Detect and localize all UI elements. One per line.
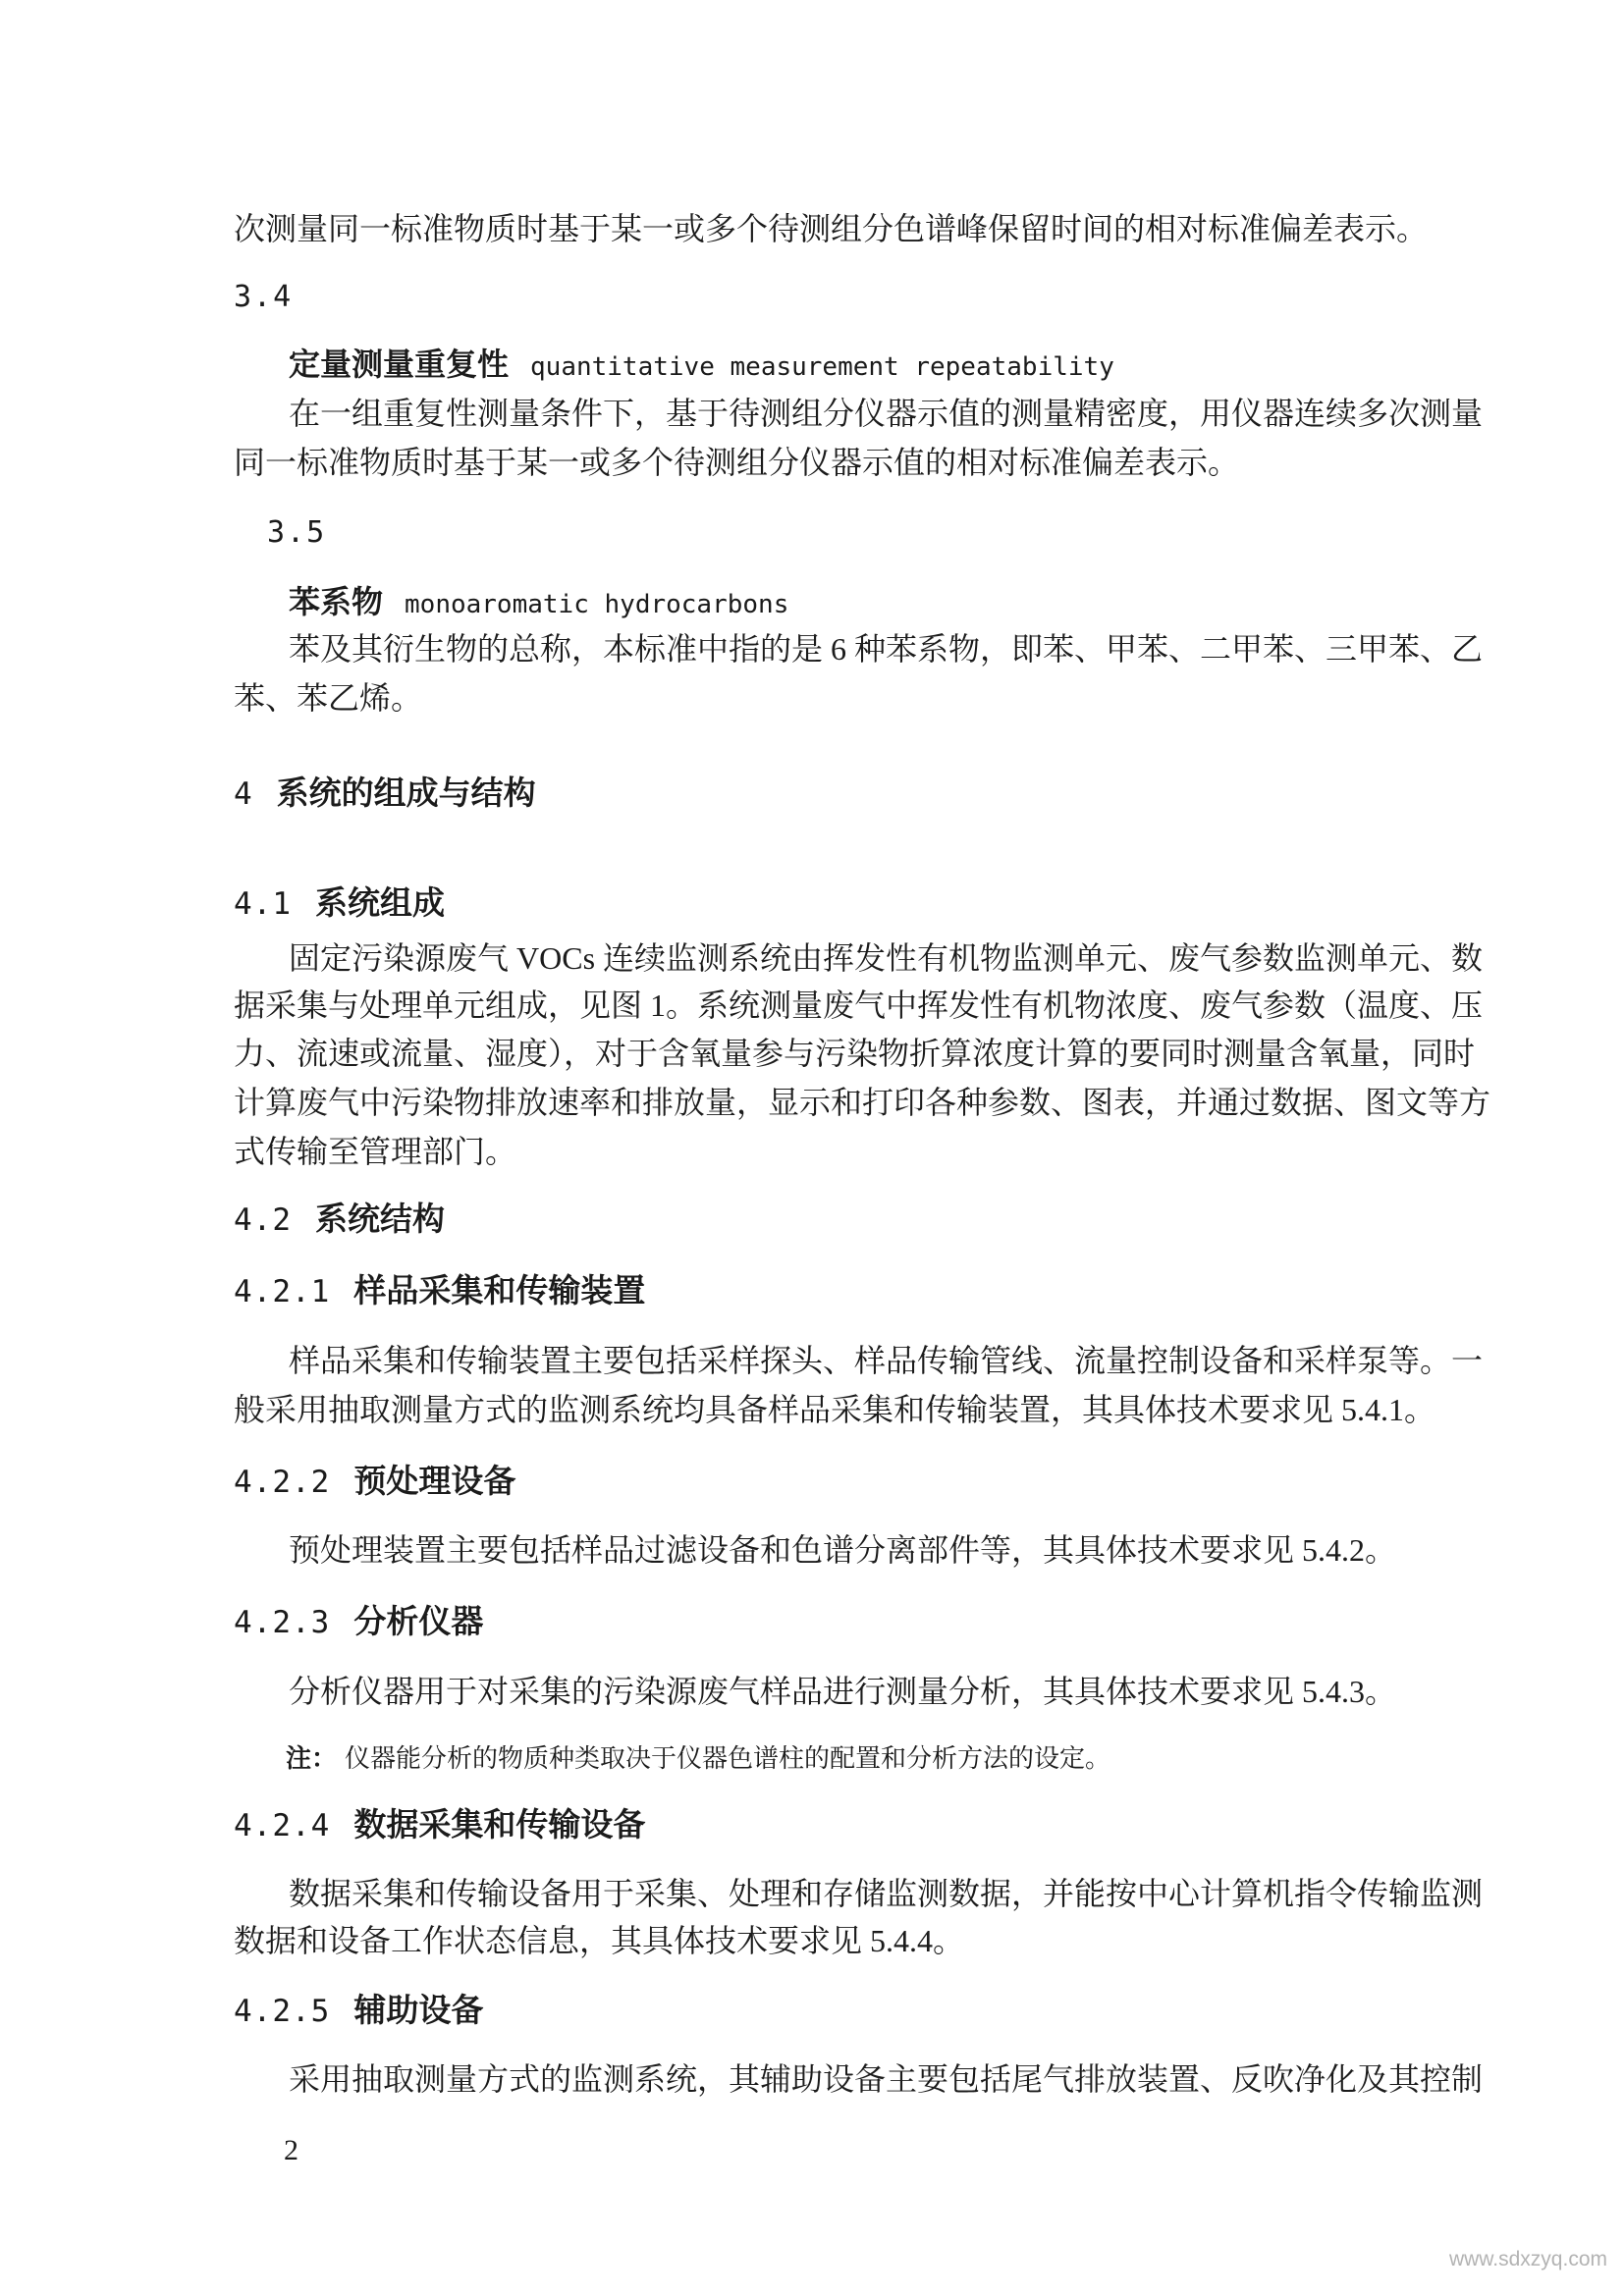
section-title: 辅助设备 — [353, 1992, 484, 2028]
note-line — [286, 1738, 1110, 1775]
paragraph-line: 预处理装置主要包括样品过滤设备和色谱分离部件等，其具体技术要求见 5.4.2。 — [289, 1532, 1397, 1568]
section-heading-4-1 — [234, 884, 445, 923]
paragraph-line: 数据和设备工作状态信息，其具体技术要求见 5.4.4。 — [234, 1923, 965, 1958]
section-title: 分析仪器 — [353, 1603, 484, 1639]
section-heading-4-2-4 — [234, 1806, 645, 1844]
section-heading-4-2-3 — [234, 1603, 483, 1641]
paragraph-line: 计算废气中污染物排放速率和排放量，显示和打印各种参数、图表，并通过数据、图文等方 — [234, 1085, 1491, 1120]
note-label: 注： — [286, 1743, 338, 1773]
term-en: monoaromatic hydrocarbons — [405, 590, 789, 619]
paragraph-line: 固定污染源废气 VOCs 连续监测系统由挥发性有机物监测单元、废气参数监测单元、数 — [289, 940, 1484, 976]
paragraph-line: 分析仪器用于对采集的污染源废气样品进行测量分析，其具体技术要求见 5.4.3。 — [289, 1674, 1397, 1709]
section-number: 4.2.3 — [234, 1605, 331, 1640]
section-heading-4-2 — [234, 1201, 445, 1239]
term-definition — [289, 347, 1114, 383]
paragraph-line: 采用抽取测量方式的监测系统，其辅助设备主要包括尾气排放装置、反吹净化及其控制 — [289, 2061, 1484, 2097]
paragraph-line: 苯及其衍生物的总称，本标准中指的是 6 种苯系物，即苯、甲苯、二甲苯、三甲苯、乙 — [289, 631, 1484, 667]
section-title: 系统组成 — [315, 884, 445, 921]
section-heading-4 — [234, 774, 536, 813]
watermark: www.sdxzyq.com — [1448, 2248, 1607, 2270]
section-title: 样品采集和传输装置 — [353, 1272, 646, 1308]
paragraph-line: 数据采集和传输设备用于采集、处理和存储监测数据，并能按中心计算机指令传输监测 — [289, 1876, 1484, 1911]
section-title: 数据采集和传输设备 — [353, 1806, 646, 1842]
paragraph-line: 同一标准物质时基于某一或多个待测组分仪器示值的相对标准偏差表示。 — [234, 445, 1240, 480]
section-title: 系统结构 — [315, 1201, 445, 1237]
section-title: 预处理设备 — [353, 1463, 516, 1499]
section-number: 4.2 — [234, 1202, 292, 1238]
paragraph-line: 在一组重复性测量条件下，基于待测组分仪器示值的测量精密度，用仪器连续多次测量 — [289, 396, 1484, 431]
paragraph-line: 苯、苯乙烯。 — [234, 680, 423, 716]
section-number: 4.2.2 — [234, 1465, 331, 1500]
section-number: 4.1 — [234, 886, 292, 922]
clause-number: 3.5 — [267, 515, 327, 550]
paragraph-line: 样品采集和传输装置主要包括采样探头、样品传输管线、流量控制设备和采样泵等。一 — [289, 1343, 1484, 1378]
term-en: quantitative measurement repeatability — [530, 352, 1114, 382]
section-number: 4.2.4 — [234, 1808, 331, 1843]
term-zh: 定量测量重复性 — [289, 347, 510, 382]
page-content — [234, 0, 1496, 2296]
section-number: 4.2.5 — [234, 1994, 331, 2029]
section-heading-4-2-2 — [234, 1463, 515, 1501]
term-definition — [289, 584, 788, 620]
paragraph-line: 式传输至管理部门。 — [234, 1134, 517, 1169]
note-text: 仪器能分析的物质种类取决于仪器色谱柱的配置和分析方法的设定。 — [345, 1744, 1111, 1773]
clause-number: 3.4 — [234, 280, 294, 314]
paragraph-line: 力、流速或流量、湿度），对于含氧量参与污染物折算浓度计算的要同时测量含氧量，同时 — [234, 1036, 1476, 1071]
paragraph-line: 般采用抽取测量方式的监测系统均具备样品采集和传输装置，其具体技术要求见 5.4.1。 — [234, 1392, 1436, 1427]
term-zh: 苯系物 — [289, 584, 384, 619]
section-heading-4-2-1 — [234, 1272, 645, 1310]
page-number: 2 — [284, 2134, 298, 2166]
section-number: 4.2.1 — [234, 1274, 331, 1309]
paragraph-line: 据采集与处理单元组成，见图 1。系统测量废气中挥发性有机物浓度、废气参数（温度、压 — [234, 988, 1484, 1023]
section-number: 4 — [234, 776, 253, 812]
section-title: 系统的组成与结构 — [276, 774, 536, 811]
section-heading-4-2-5 — [234, 1992, 483, 2030]
paragraph-line: 次测量同一标准物质时基于某一或多个待测组分色谱峰保留时间的相对标准偏差表示。 — [234, 211, 1429, 246]
